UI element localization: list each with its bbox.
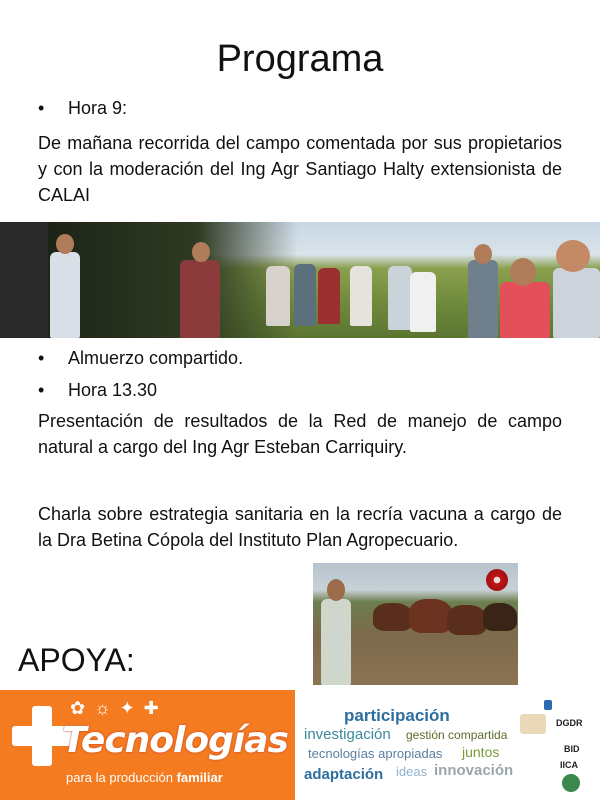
paragraph-results-presentation: Presentación de resultados de la Red de manejo de campo natural a cargo del Ing Agr Esteban Carriquiry.	[38, 411, 562, 457]
tagline-prefix: para la producción	[66, 770, 177, 785]
support-heading: APOYA:	[18, 642, 135, 678]
bullet-item-almuerzo	[38, 348, 243, 369]
trees-shape	[48, 222, 298, 338]
cloud-word: participación	[344, 706, 450, 725]
person-head-shape	[327, 579, 345, 601]
person-shape	[266, 266, 290, 326]
person-shape	[321, 599, 351, 685]
broadcast-logo-icon	[486, 569, 508, 591]
bullet-label: Hora 9:	[68, 98, 128, 118]
cow-shape	[483, 603, 517, 631]
field-tour-photo	[48, 222, 600, 338]
person-shape	[294, 264, 316, 326]
cow-shape	[447, 605, 487, 635]
person-shape	[318, 268, 340, 324]
cow-shape	[373, 603, 413, 631]
person-head-shape	[192, 242, 210, 262]
rural-pictograms-icon: ✿ ☼ ✦ ✚	[70, 698, 161, 718]
tecnologias-tagline	[66, 770, 223, 785]
person-head-shape	[556, 240, 590, 272]
cloud-word: ideas	[396, 764, 428, 779]
paragraph-morning-tour: De mañana recorrida del campo comentada por sus propietarios y con la moderación del Ing Agr Santiago Halty extensionista de CALAI	[38, 133, 562, 205]
tecnologias-wordmark: Tecnologías	[62, 720, 288, 761]
person-shape	[388, 266, 412, 330]
person-shape	[410, 272, 436, 332]
emblem-icon	[562, 774, 580, 792]
keyword-cloud-logo	[300, 700, 515, 795]
person-shape	[500, 282, 550, 338]
person-head-shape	[56, 234, 74, 254]
bullet-label: Almuerzo compartido.	[68, 348, 244, 368]
cattle-photo	[313, 563, 518, 685]
bullet-item-hora-9	[38, 98, 127, 119]
seal-icon	[520, 714, 546, 734]
cloud-word: tecnologías apropiadas	[308, 746, 443, 761]
bullet-icon: •	[38, 98, 45, 118]
cloud-word: gestión compartida	[406, 728, 508, 742]
bid-logo: BID	[564, 744, 580, 754]
flag-icon	[544, 700, 552, 710]
bullet-item-hora-13-30	[38, 380, 157, 401]
bullet-label: Hora 13.30	[68, 380, 158, 400]
institution-logos	[520, 700, 600, 800]
iica-logo: IICA	[560, 760, 578, 770]
cloud-word: investigación	[304, 726, 391, 743]
tagline-bold: familiar	[176, 770, 223, 785]
person-shape	[50, 252, 80, 338]
tecnologias-logo	[0, 690, 295, 800]
person-shape	[553, 268, 600, 338]
dgdr-logo: DGDR	[556, 718, 583, 728]
person-head-shape	[510, 258, 536, 286]
person-head-shape	[474, 244, 492, 264]
person-shape	[180, 260, 220, 338]
cloud-word: juntos	[462, 744, 500, 760]
person-shape	[350, 266, 372, 326]
bullet-icon: •	[38, 348, 45, 368]
paragraph-health-talk: Charla sobre estrategia sanitaria en la recría vacuna a cargo de la Dra Betina Cópola del Instituto Plan Agropecuario.	[38, 504, 562, 550]
bullet-icon: •	[38, 380, 45, 400]
cloud-word: innovación	[434, 762, 514, 779]
person-shape	[468, 260, 498, 338]
page-title: Programa	[216, 38, 384, 80]
cloud-word: adaptación	[304, 766, 384, 783]
